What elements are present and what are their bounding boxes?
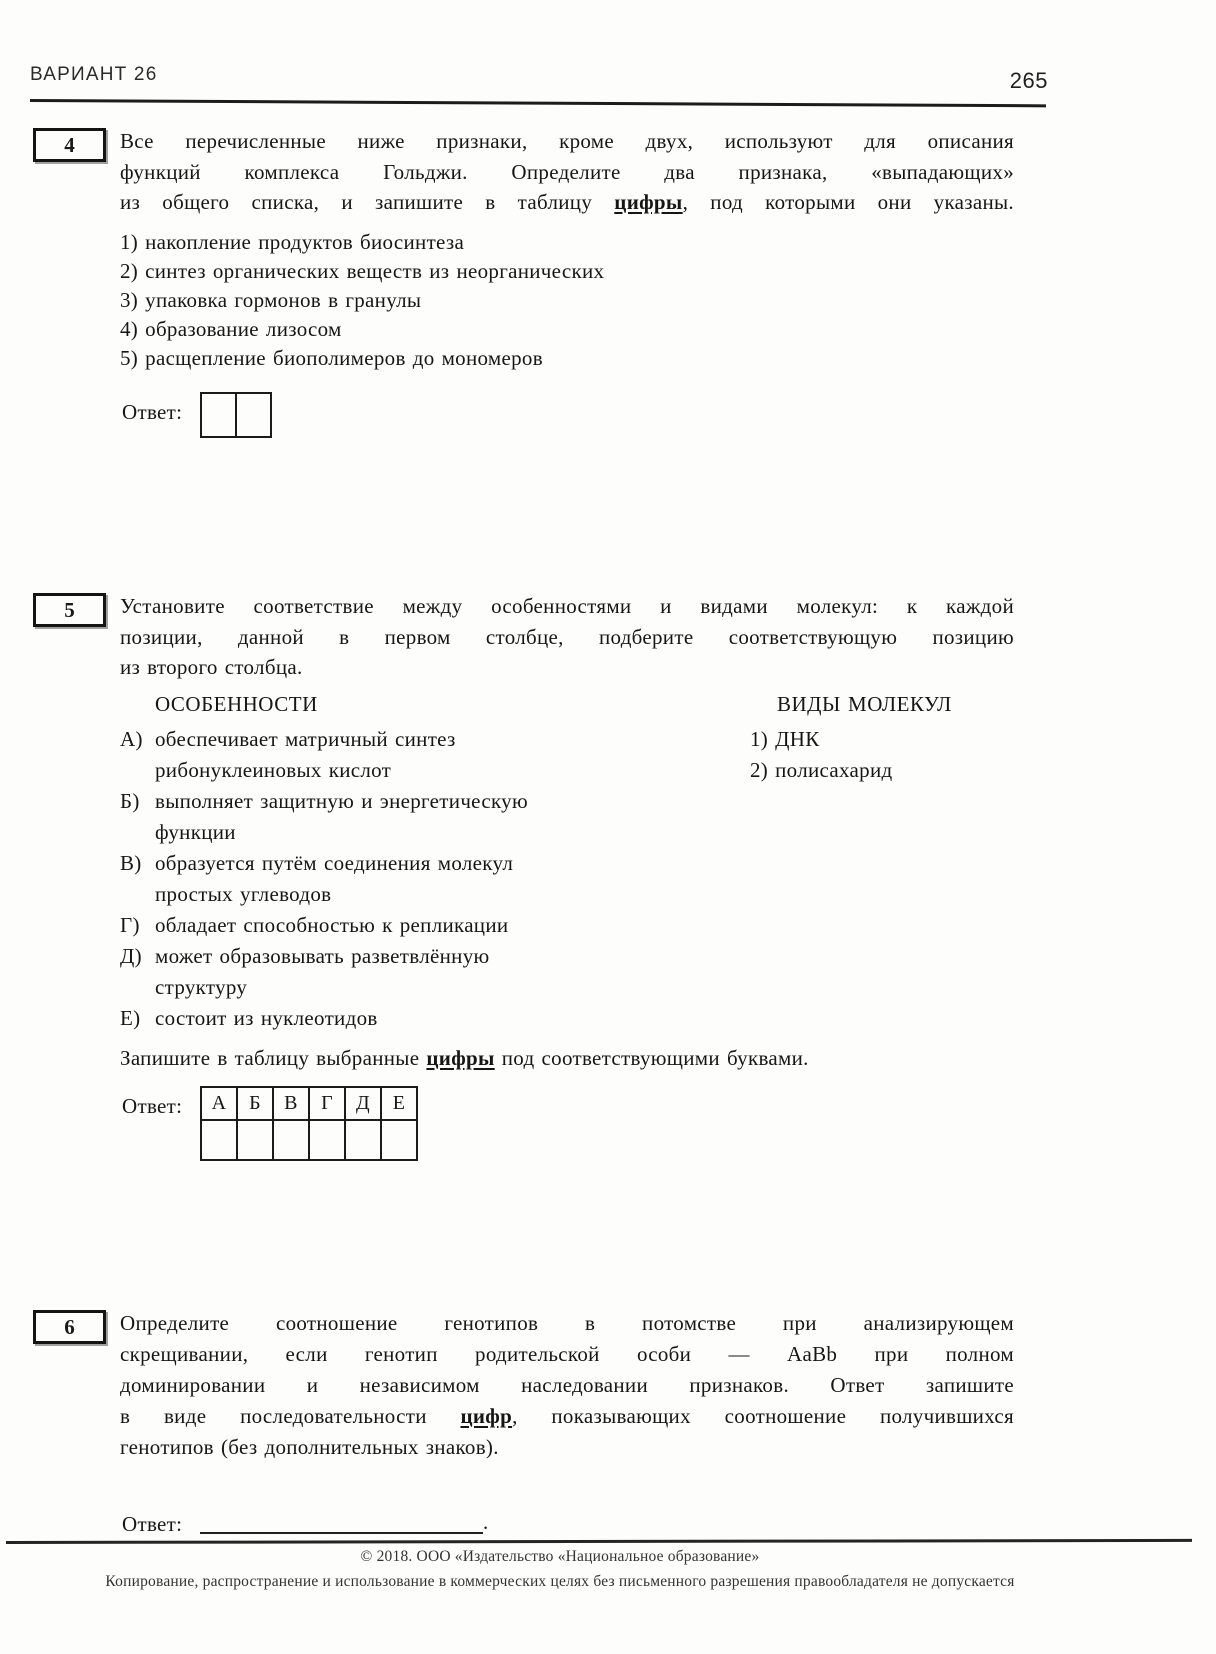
feature-text: образуется путём соединения молекул [155,851,514,875]
answer-table-header-cell: Г [309,1087,345,1120]
answer-box [200,392,272,438]
answer-cell [381,1120,417,1160]
match-feature [120,941,660,972]
match-column-headers [120,692,1014,723]
question-text-line: доминировании и независимом наследовании признаков. Ответ запишите [120,1373,1014,1397]
feature-text-continuation: функции [155,820,236,844]
question-text-line: функций комплекса Гольджи. Определите два признака, «выпадающих» [120,159,1014,184]
answer-table-header-cell: Е [381,1087,417,1120]
answer-table-header-cell: Д [345,1087,381,1120]
list-option: 2) синтез органических веществ из неорганических [120,258,605,283]
variant-label: ВАРИАНТ 26 [30,64,158,85]
kinds-column-header: ВИДЫ МОЛЕКУЛ [777,692,952,716]
footer-copyright: © 2018. ООО «Издательство «Национальное образование» [360,1548,760,1565]
feature-letter: Е) [120,1006,141,1030]
footer-notice: Копирование, распространение и использование в коммерческих целях без письменного разрешения правообладателя не допускается [105,1573,1015,1590]
emphasized-word: цифры [426,1046,495,1070]
question-5-number: 5 [64,597,75,622]
header-rule [30,99,1046,107]
answer-cell [345,1120,381,1160]
question-5-instruction [120,1046,1014,1071]
answer-cell [235,392,272,438]
feature-letter: В) [120,851,142,875]
question-text-line: из второго столбца. [120,655,303,679]
question-4-answer-row [120,392,1014,438]
answer-table-header-cell: В [273,1087,309,1120]
match-features-list [120,724,660,1034]
answer-table [200,1086,418,1161]
list-option: 5) расщепление биополимеров до мономеров [120,345,543,370]
question-text-line: скрещивании, если генотип родительской особи — AaBb при полном [120,1342,1014,1366]
match-kind: 2) полисахарид [750,758,893,782]
feature-text: обладает способностью к репликации [155,913,509,937]
answer-label: Ответ: [122,1512,183,1536]
question-text-line [120,1401,1014,1432]
match-feature [120,724,660,755]
answer-cell [273,1120,309,1160]
question-6-answer-row [120,1504,1014,1537]
list-option: 1) накопление продуктов биосинтеза [120,229,465,254]
question-4-options [120,228,1014,373]
list-option: 3) упаковка гормонов в гранулы [120,287,422,312]
feature-text-continuation: рибонуклеиновых кислот [155,758,392,782]
question-text-line: позиции, данной в первом столбце, подберите соответствующую позицию [120,624,1014,649]
answer-label: Ответ: [122,399,183,424]
question-6-number-box [33,1310,106,1344]
question-text-line: Определите соотношение генотипов в потомстве при анализирующем [120,1311,1014,1335]
question-5-text [120,591,1014,683]
question-text-line: Все перечисленные ниже признаки, кроме двух, используют для описания [120,129,1014,153]
question-text-line: Установите соответствие между особенностями и видами молекул: к каждой [120,594,1014,618]
question-4-number-box [33,128,106,162]
question-4-section [120,126,1014,438]
match-feature [120,1003,660,1034]
question-4-number: 4 [64,132,75,157]
question-text-segment: , показывающих соотношение получившихся [512,1404,1014,1428]
match-feature [120,786,660,817]
answer-table-header-row [201,1087,417,1120]
match-feature [120,910,660,941]
answer-label: Ответ: [122,1094,183,1118]
page-number: 265 [1009,68,1048,93]
answer-cell [309,1120,345,1160]
answer-blank-line [200,1508,483,1534]
question-4-text [120,126,1014,218]
answer-cell [201,1120,237,1160]
feature-text: выполняет защитную и энергетическую [155,789,528,813]
question-text-segment: Запишите в таблицу выбранные [120,1046,420,1070]
question-5-answer-row [120,1086,418,1161]
feature-letter: Б) [120,789,140,813]
feature-letter: А) [120,727,143,751]
answer-cell [200,392,237,438]
match-feature [120,848,660,879]
answer-table-input-row [201,1120,417,1160]
feature-text: обеспечивает матричный синтез [155,727,456,751]
question-6-text [120,1308,1014,1463]
answer-table-header-cell: Б [237,1087,273,1120]
question-text-segment: в виде последовательности [120,1404,427,1428]
features-column-header: ОСОБЕННОСТИ [155,692,318,716]
feature-letter: Г) [120,913,140,937]
match-kinds-list [750,724,893,786]
question-6-section [120,1308,1014,1537]
feature-text-continuation: простых углеводов [155,882,332,906]
answer-blank-terminator: . [483,1510,489,1534]
question-text-segment: под соответствующими буквами. [501,1046,809,1070]
question-6-number: 6 [64,1314,75,1339]
emphasized-word: цифры [614,190,683,214]
question-text-line [120,187,1014,218]
feature-text: может образовывать разветвлённую [155,944,490,968]
feature-text: состоит из нуклеотидов [155,1006,378,1030]
feature-letter: Д) [120,944,142,968]
footer-rule [6,1539,1192,1544]
match-kind: 1) ДНК [750,727,820,751]
question-5-number-box [33,593,106,627]
feature-text-continuation: структуру [155,975,248,999]
emphasized-word: цифр [460,1404,513,1428]
list-option: 4) образование лизосом [120,316,342,341]
answer-table-header-cell: А [201,1087,237,1120]
question-text-line: генотипов (без дополнительных знаков). [120,1435,499,1459]
question-5-section [120,591,1050,1191]
answer-cell [237,1120,273,1160]
question-text-segment: , под которыми они указаны. [682,190,1014,214]
question-text-segment: из общего списка, и запишите в таблицу [120,190,593,214]
